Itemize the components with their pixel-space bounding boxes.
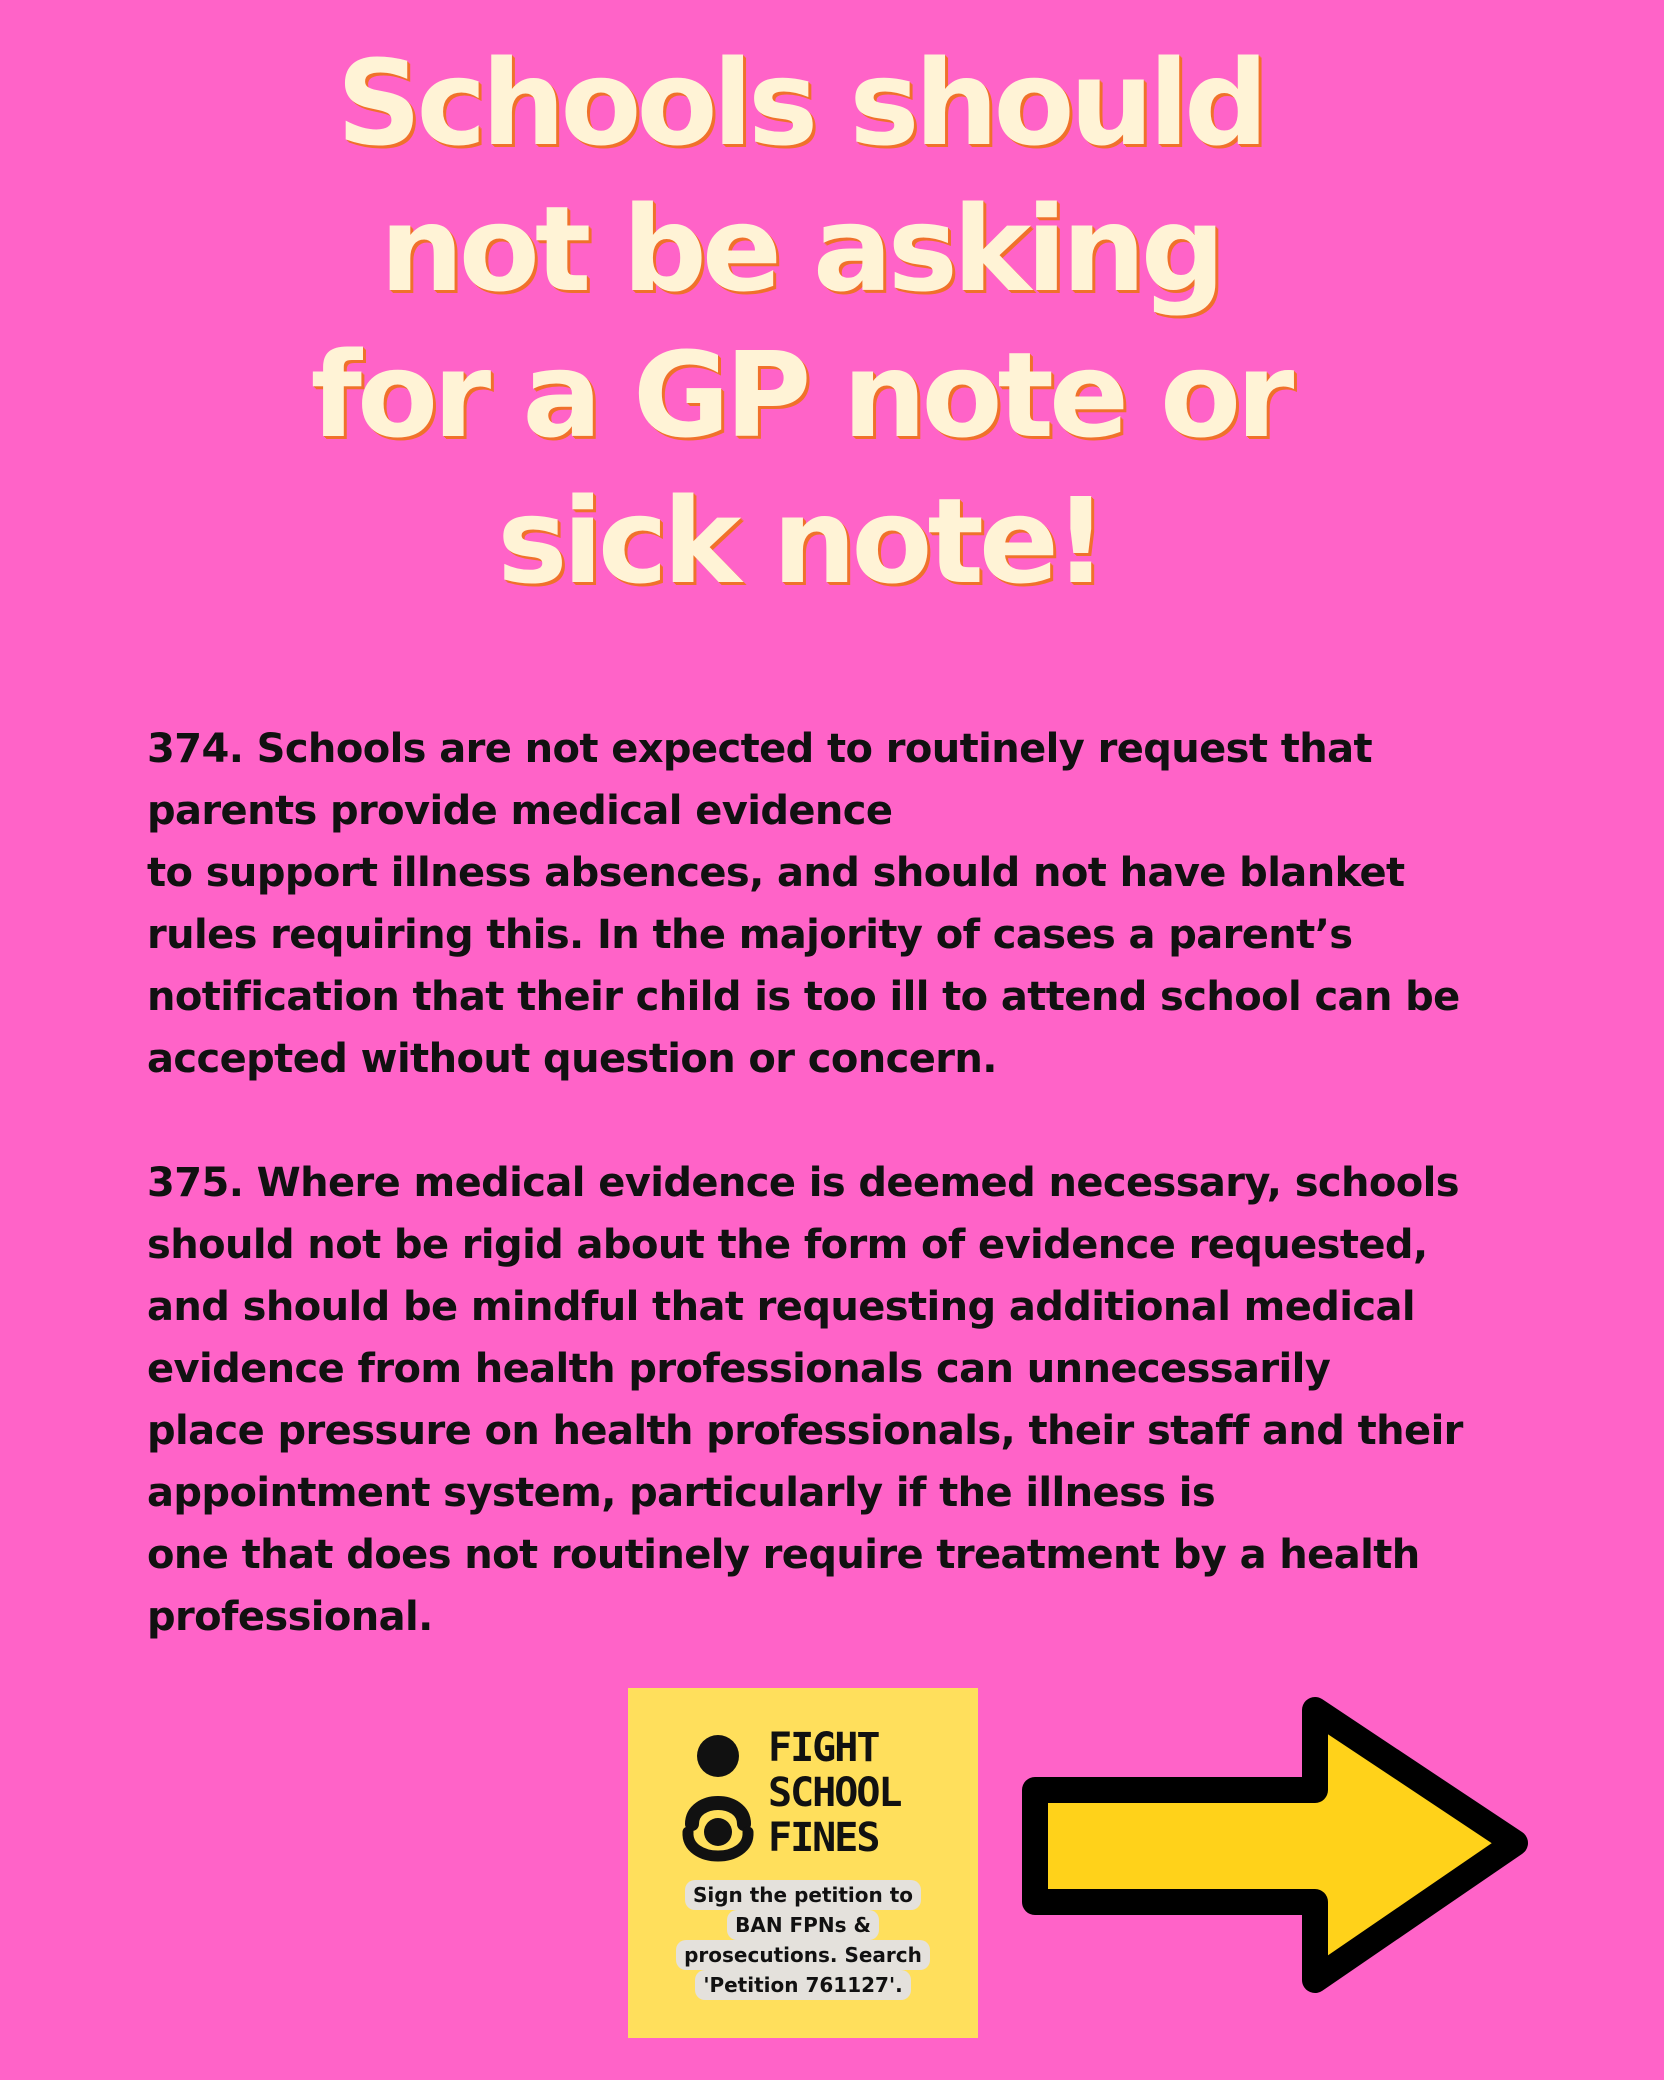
- petition-line: prosecutions. Search: [676, 1940, 930, 1970]
- text-line: professional.: [147, 1594, 433, 1640]
- paragraph-spacer: [147, 1090, 1507, 1152]
- logo-word: FINES: [768, 1815, 879, 1861]
- text-line: parents provide medical evidence: [147, 788, 893, 834]
- paragraph-374: [147, 718, 1507, 1090]
- logo-word: SCHOOL: [768, 1770, 901, 1816]
- text-line: one that does not routinely require treatment by a health: [147, 1532, 1420, 1578]
- arrow-right-icon[interactable]: [1010, 1680, 1550, 2010]
- guidance-text: [147, 718, 1507, 1648]
- text-line: accepted without question or concern.: [147, 1036, 997, 1082]
- title-line: not be asking: [379, 180, 1221, 318]
- title-line: Schools should: [336, 34, 1264, 172]
- fight-school-fines-logo: [628, 1688, 978, 2038]
- text-line: evidence from health professionals can unnecessarily: [147, 1346, 1331, 1392]
- text-line: 374. Schools are not expected to routinely request that: [147, 726, 1373, 772]
- text-line: 375. Where medical evidence is deemed necessary, schools: [147, 1160, 1459, 1206]
- text-line: and should be mindful that requesting additional medical: [147, 1284, 1416, 1330]
- title-line: sick note!: [497, 472, 1103, 610]
- petition-line: 'Petition 761127'.: [695, 1970, 910, 2000]
- parent-and-child-icon: [680, 1732, 760, 1872]
- petition-line: Sign the petition to: [685, 1880, 921, 1910]
- text-line: notification that their child is too ill to attend school can be: [147, 974, 1460, 1020]
- page-title: [200, 30, 1400, 614]
- petition-line: BAN FPNs &: [727, 1910, 879, 1940]
- text-line: should not be rigid about the form of evidence requested,: [147, 1222, 1428, 1268]
- logo-wordmark: [768, 1726, 968, 1861]
- text-line: rules requiring this. In the majority of cases a parent’s: [147, 912, 1353, 958]
- text-line: place pressure on health professionals, their staff and their: [147, 1408, 1463, 1454]
- paragraph-375: [147, 1152, 1507, 1648]
- petition-note: [668, 1880, 938, 2000]
- text-line: to support illness absences, and should not have blanket: [147, 850, 1405, 896]
- text-line: appointment system, particularly if the illness is: [147, 1470, 1216, 1516]
- title-line: for a GP note or: [310, 326, 1290, 464]
- logo-word: FIGHT: [768, 1725, 879, 1771]
